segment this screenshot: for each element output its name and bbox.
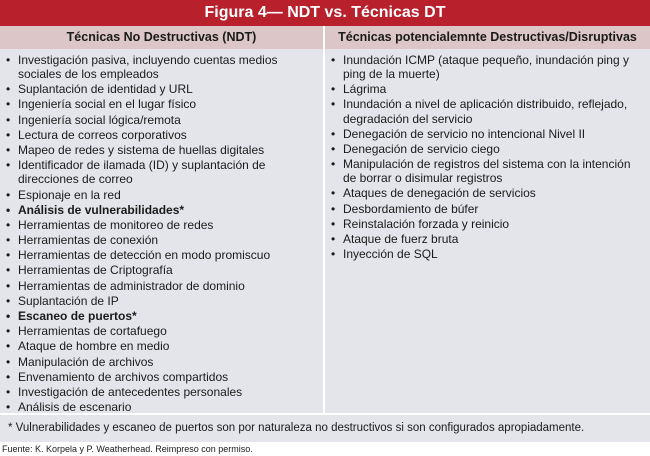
list-item: • Inyección de SQL <box>331 247 643 261</box>
list-item: • Herramientas de administrador de dominio <box>6 279 318 293</box>
list-item: • Ingeniería social lógica/remota <box>6 113 318 127</box>
list-item: • Manipulación de archivos <box>6 355 318 369</box>
dt-techniques-list <box>331 53 643 262</box>
list-item: • Análisis de vulnerabilidades* <box>6 203 318 217</box>
list-item: • Lágrima <box>331 82 643 96</box>
list-item: • Suplantación de identidad y URL <box>6 82 318 96</box>
list-item: • Envenamiento de archivos compartidos <box>6 370 318 384</box>
figure-title: Figura 4— NDT vs. Técnicas DT <box>0 0 650 26</box>
list-item: • Herramientas de Criptografía <box>6 263 318 277</box>
list-item: • Herramientas de monitoreo de redes <box>6 218 318 232</box>
list-item: • Investigación de antecedentes personales <box>6 385 318 399</box>
list-item: • Escaneo de puertos* <box>6 309 318 323</box>
list-item: • Espionaje en la red <box>6 188 318 202</box>
list-item: • Manipulación de registros del sistema con la intención de borrar o disimular registros <box>331 157 643 185</box>
list-item: • Herramientas de cortafuego <box>6 324 318 338</box>
column-divider <box>323 26 325 413</box>
list-item: • Denegación de servicio ciego <box>331 142 643 156</box>
list-item: • Herramientas de detección en modo promiscuo <box>6 248 318 262</box>
list-item: • Ataques de denegación de servicios <box>331 186 643 200</box>
ndt-techniques-list <box>6 53 318 415</box>
list-item: • Desbordamiento de búfer <box>331 202 643 216</box>
right-column-header: Técnicas potencialemnte Destructivas/Disruptivas <box>325 26 650 49</box>
list-item: • Herramientas de conexión <box>6 233 318 247</box>
footnote: * Vulnerabilidades y escaneo de puertos son por naturaleza no destructivos si son configurados apropiadamente. <box>8 422 585 434</box>
list-item: • Denegación de servicio no intencional Nivel II <box>331 127 643 141</box>
list-item: • Identificador de ilamada (ID) y suplantación de direcciones de correo <box>6 158 318 186</box>
list-item: • Inundación a nivel de aplicación distribuido, reflejado, degradación del servicio <box>331 97 643 125</box>
list-item: • Investigación pasiva, incluyendo cuentas medios sociales de los empleados <box>6 53 318 81</box>
left-column-header: Técnicas No Destructivas (NDT) <box>0 26 323 49</box>
list-item: • Ingeniería social en el lugar físico <box>6 97 318 111</box>
list-item: • Suplantación de IP <box>6 294 318 308</box>
list-item: • Reinstalación forzada y reinicio <box>331 217 643 231</box>
list-item: • Ataque de hombre en medio <box>6 339 318 353</box>
list-item: • Ataque de fuerz bruta <box>331 232 643 246</box>
list-item: • Análisis de escenario <box>6 400 318 414</box>
list-item: • Mapeo de redes y sistema de huellas digitales <box>6 143 318 157</box>
source-credit: Fuente: K. Korpela y P. Weatherhead. Reimpreso con permiso. <box>2 444 253 454</box>
list-item: • Inundación ICMP (ataque pequeño, inundación ping y ping de la muerte) <box>331 53 643 81</box>
list-item: • Lectura de correos corporativos <box>6 128 318 142</box>
